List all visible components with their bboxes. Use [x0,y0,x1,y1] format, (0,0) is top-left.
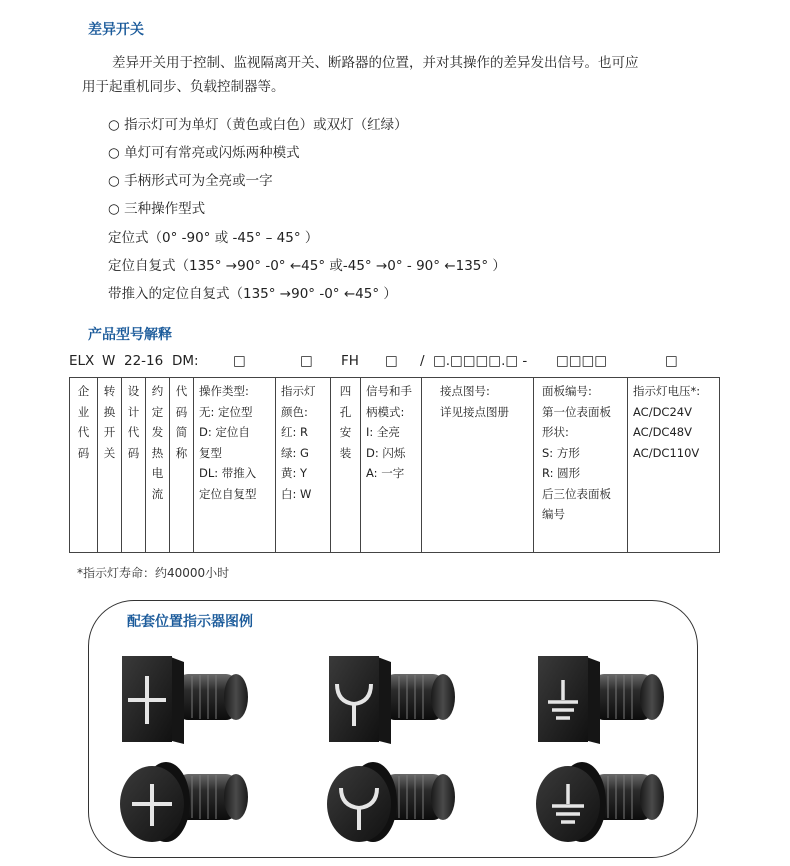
indicator-round-y [325,758,465,853]
cell-line: 定位自复型 [199,486,257,501]
cell-line: 关 [103,445,116,460]
operation-type-line: 带推入的定位自复式（135° →90° -0° ←45° ） [108,286,397,302]
code-dm: DM: [172,353,199,369]
cell-line: DL: 带推入 [199,466,257,480]
cell-line: 电 [151,466,164,480]
section-title-indicator-examples: 配套位置指示器图例 [127,614,253,630]
col-panel-number [534,378,628,553]
cell-line: AC/DC24V [633,404,692,419]
cell-line: 四 [339,384,352,398]
col-lamp-color [276,378,331,553]
cell-line: 发 [151,425,164,439]
bullet-item: ○ 手柄形式可为全亮或一字 [108,173,273,189]
intro-paragraph-line1: 差异开关用于控制、监视隔离开关、断路器的位置，并对其操作的差异发出信号。也可应 [112,55,639,71]
code-w: W [102,353,116,369]
cell-line: 面板编号: [542,384,592,398]
indicator-square-y [325,652,465,747]
indicator-round-cross [118,758,258,853]
cell-line: 定 [151,404,164,419]
cell-line: 安 [339,425,352,439]
cell-line: R: 圆形 [542,466,581,480]
cell-line: 黄: Y [281,466,308,480]
col-signal-mode [361,378,422,553]
cell-line: 接点图号: [440,384,490,398]
cell-line: 热 [151,445,164,460]
code-tail: □.□□□□.□ - [433,353,528,369]
code-box: □ [385,353,398,369]
cell-line: 复型 [199,445,222,460]
cell-line: 绿: G [281,445,309,460]
lamp-life-note: *指示灯寿命：约40000小时 [77,566,230,580]
col-code-abbr [170,378,194,553]
cell-line: 后三位表面板 [542,486,611,501]
col-rated-current [146,378,170,553]
col-switch [98,378,122,553]
cell-line: 白: W [281,486,312,501]
code-box: □ [665,353,678,369]
bullet-item: ○ 单灯可有常亮或闪烁两种模式 [108,145,300,161]
cell-line: AC/DC48V [633,425,692,439]
cell-line: 码 [77,445,90,460]
cell-line: 无: 定位型 [199,404,253,419]
cell-line: 形状: [542,425,569,439]
section-title-model-explanation: 产品型号解释 [88,327,172,343]
cell-line: 码 [175,404,188,419]
cell-line: 第一位表面板 [542,404,611,419]
col-enterprise-code [70,378,98,553]
cell-line: 称 [175,445,188,460]
cell-line: 柄模式: [366,404,405,419]
cell-line: 红: R [281,425,309,439]
cell-line: 码 [127,445,140,460]
cell-line: 开 [103,425,116,439]
cell-line: 装 [339,445,352,460]
operation-type-line: 定位式（0° -90° 或 -45° – 45° ） [108,230,319,246]
bullet-item: ○ 三种操作型式 [108,201,206,217]
cell-line: 设 [127,384,140,398]
cell-line: 编号 [542,507,565,521]
cell-line: 操作类型: [199,384,249,398]
cell-line: 指示灯 [281,384,316,398]
col-lamp-voltage [628,378,720,553]
cell-line: 转 [103,384,116,398]
indicator-round-ground [534,758,674,853]
code-model: 22-16 [124,353,164,369]
section-title-differential-switch: 差异开关 [88,22,144,38]
operation-type-line: 定位自复式（135° →90° -0° ←45° 或-45° →0° - 90° ←135° ） [108,258,506,274]
cell-line: 颜色: [281,404,308,419]
cell-line: 企 [77,384,90,398]
code-fh: FH [341,353,359,369]
indicator-square-ground [534,652,674,747]
cell-line: 计 [127,404,140,419]
cell-line: S: 方形 [542,445,580,460]
intro-paragraph-line2: 用于起重机同步、负载控制器等。 [82,79,285,95]
model-spec-table [69,377,720,553]
code-box: □ [300,353,313,369]
col-contact-diagram [422,378,534,553]
cell-line: 孔 [339,404,352,419]
cell-line: 约 [151,384,164,398]
cell-line: 业 [77,404,90,419]
cell-line: 代 [127,425,140,439]
col-four-hole-mount [331,378,361,553]
code-panel: □□□□ [556,353,608,369]
cell-line: 换 [103,404,116,419]
cell-line: 指示灯电压*: [633,384,701,398]
code-elx: ELX [69,353,95,369]
code-box: □ [233,353,246,369]
cell-line: 详见接点图册 [440,404,509,419]
cell-line: 代 [77,425,90,439]
cell-line: D: 闪烁 [366,445,406,460]
cell-line: 信号和手 [366,384,412,398]
cell-line: 流 [151,486,164,501]
bullet-item: ○ 指示灯可为单灯（黄色或白色）或双灯（红绿） [108,117,408,133]
cell-line: A: 一字 [366,466,405,480]
code-slash: / [420,353,425,369]
cell-line: I: 全亮 [366,425,400,439]
col-design-code [122,378,146,553]
cell-line: AC/DC110V [633,445,700,460]
col-operation-type [194,378,276,553]
cell-line: 代 [175,384,188,398]
indicator-square-cross [118,652,258,747]
cell-line: 简 [175,425,188,439]
cell-line: D: 定位自 [199,425,250,439]
